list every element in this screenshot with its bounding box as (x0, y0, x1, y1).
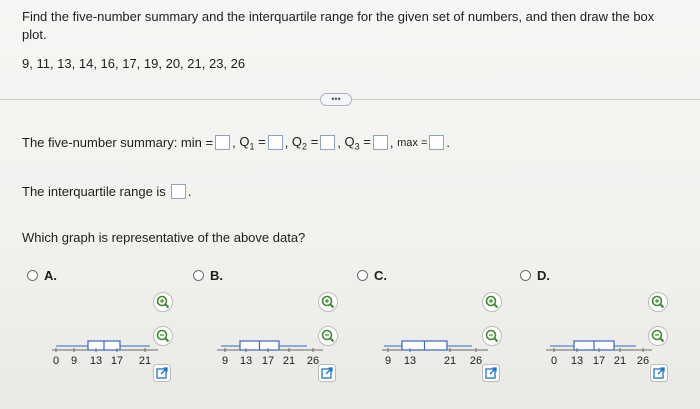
option-a[interactable] (27, 268, 57, 283)
q1-answer-box[interactable] (268, 135, 283, 150)
tick-label: 0 (550, 355, 558, 367)
tick-label: 13 (89, 355, 103, 367)
zoom-in-icon[interactable] (648, 292, 668, 312)
tick-label: 21 (138, 355, 152, 367)
tick-label: 26 (636, 355, 650, 367)
tick-label: 21 (613, 355, 627, 367)
tick-label: 0 (52, 355, 60, 367)
tick-label: 21 (282, 355, 296, 367)
option-d[interactable] (520, 268, 550, 283)
tick-label: 13 (239, 355, 253, 367)
zoom-in-icon[interactable] (318, 292, 338, 312)
iqr-row (22, 184, 191, 199)
zoom-in-icon[interactable] (482, 292, 502, 312)
tick-label: 13 (570, 355, 584, 367)
min-answer-box[interactable] (215, 135, 230, 150)
max-label: max = (397, 136, 428, 149)
tick-label: 21 (443, 355, 457, 367)
option-d-letter: D. (537, 268, 550, 283)
q1-label: $Q_1$ = (239, 134, 266, 152)
q2-separator: , (284, 135, 292, 151)
q2-answer-box[interactable] (320, 135, 335, 150)
box-plot-option-d (544, 336, 656, 370)
q3-label: $Q_3$ = (344, 134, 371, 152)
option-b-letter: B. (210, 268, 223, 283)
tick-label: 17 (592, 355, 606, 367)
zoom-in-icon[interactable] (153, 292, 173, 312)
summary-period: . (446, 135, 450, 151)
graph-question: Which graph is representative of the above data? (22, 230, 306, 245)
tick-label: 17 (110, 355, 124, 367)
q3-answer-box[interactable] (373, 135, 388, 150)
max-separator: , (389, 135, 398, 151)
tick-label: 9 (70, 355, 78, 367)
q2-label: $Q_2$ = (291, 134, 319, 152)
q1-separator: , (232, 135, 240, 151)
iqr-label: The interquartile range is (22, 184, 166, 199)
option-b-radio[interactable] (193, 270, 204, 281)
tick-label: 9 (384, 355, 392, 367)
option-a-radio[interactable] (27, 270, 38, 281)
tick-label: 17 (261, 355, 275, 367)
box-plot-option-a (50, 336, 162, 370)
five-number-summary-row (22, 134, 450, 152)
tick-label: 26 (469, 355, 483, 367)
tick-label: 9 (221, 355, 229, 367)
summary-label: The five-number summary: min = (22, 135, 214, 151)
iqr-answer-box[interactable] (171, 184, 186, 199)
max-answer-box[interactable] (429, 135, 444, 150)
option-a-letter: A. (44, 268, 57, 283)
box-plot-option-c (380, 336, 492, 370)
option-c[interactable] (357, 268, 387, 283)
tick-label: 13 (403, 355, 417, 367)
iqr-period: . (187, 184, 192, 199)
option-c-radio[interactable] (357, 270, 368, 281)
option-d-radio[interactable] (520, 270, 531, 281)
tick-label: 26 (306, 355, 320, 367)
data-set: 9, 11, 13, 14, 16, 17, 19, 20, 21, 23, 26 (22, 56, 246, 71)
q3-separator: , (337, 135, 345, 151)
more-button[interactable]: ••• (320, 93, 352, 106)
option-c-letter: C. (374, 268, 387, 283)
question-prompt: Find the five-number summary and the interquartile range for the given set of numbers, and then draw the box plot. (22, 9, 655, 42)
option-b[interactable] (193, 268, 223, 283)
box-plot-option-b (215, 336, 327, 370)
